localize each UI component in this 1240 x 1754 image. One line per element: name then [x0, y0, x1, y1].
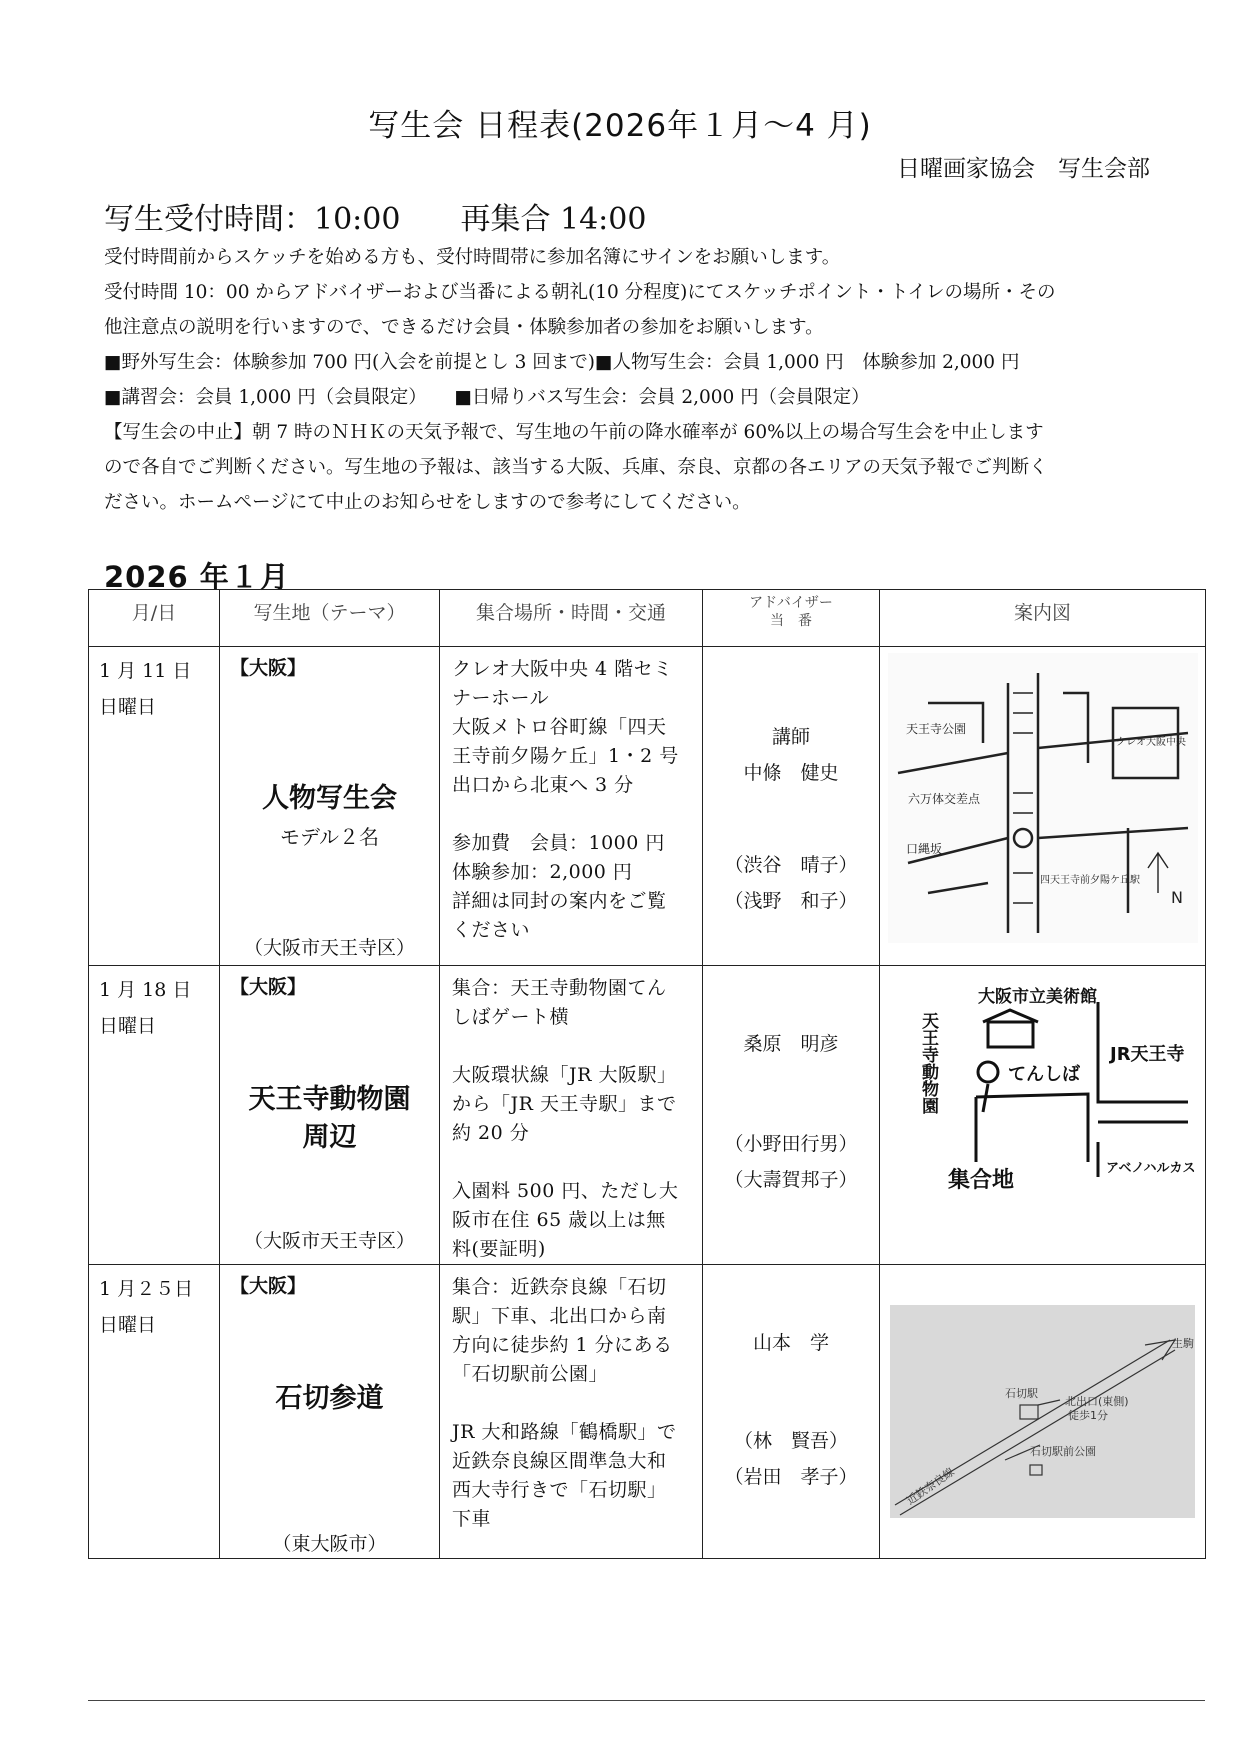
weekday: 日曜日 — [99, 696, 157, 718]
info-line: 体験参加：2,000 円 — [452, 861, 633, 883]
theme-title-line2: 周辺 — [302, 1122, 357, 1153]
info-line: 詳細は同封の案内をご覧 — [452, 890, 667, 912]
cancel-note-line: ので各自でご判断ください。写生地の予報は、該当する大阪、兵庫、奈良、京都の各エリアの天気予報でご判断く — [104, 457, 1048, 478]
month-heading: 2026 年１月 — [104, 560, 290, 594]
map-label: てんしば — [1008, 1064, 1080, 1085]
theme-title: 天王寺動物園 — [248, 1084, 411, 1115]
theme-title: 石切参道 — [275, 1383, 384, 1414]
advisor-name: 中條 健史 — [743, 762, 839, 784]
map-label: 石切駅前公園 — [1030, 1445, 1096, 1458]
map-label: 天王寺動物園 — [918, 1012, 938, 1114]
info-line: ナーホール — [452, 687, 550, 709]
meeting-cell — [440, 647, 703, 966]
map-label: クレオ大阪中央 — [1116, 737, 1186, 748]
duty-name: （渋谷 晴子） — [724, 854, 858, 876]
date-cell — [89, 966, 220, 1265]
advisor-role: 講師 — [771, 726, 810, 748]
table-row — [89, 647, 1206, 966]
date: 1 月 11 日 — [99, 660, 192, 682]
weekday: 日曜日 — [99, 1015, 157, 1037]
map-label: 天王寺公園 — [906, 722, 967, 736]
info-line: ください — [452, 919, 531, 941]
date-cell — [89, 1265, 220, 1559]
map-label: 大阪市立美術館 — [978, 987, 1097, 1007]
info-spacer — [452, 1148, 694, 1177]
map-cell — [880, 966, 1206, 1265]
time-summary — [104, 194, 646, 238]
header-duty-label: 当 番 — [770, 613, 812, 629]
duty-name: （小野田行男） — [724, 1133, 858, 1155]
map-label: 四天王寺前夕陽ケ丘駅 — [1040, 875, 1140, 886]
info-line: 集合：近鉄奈良線「石切 — [452, 1276, 667, 1298]
region-label: 【大阪】 — [230, 657, 307, 679]
map-label: 近鉄奈良線 — [904, 1465, 957, 1508]
footer-divider — [88, 1700, 1205, 1701]
table-row — [89, 1265, 1206, 1559]
header-date: 月/日 — [89, 590, 220, 647]
info-line: 駅」下車、北出口から南 — [452, 1305, 667, 1327]
place-cell — [220, 647, 440, 966]
note-line: 受付時間 10：00 からアドバイザーおよび当番による朝礼(10 分程度)にてスケッチポイント・トイレの場所・その — [104, 282, 1056, 303]
meeting-cell — [440, 1265, 703, 1559]
map-sketch-creo-osaka — [888, 653, 1198, 943]
meeting-cell — [440, 966, 703, 1265]
document-title: 写生会 日程表(2026年１月～4 月) — [368, 108, 872, 144]
info-line: 出口から北東へ 3 分 — [452, 774, 634, 796]
header-advisor-label: アドバイザー — [749, 595, 833, 611]
advisor-cell — [703, 966, 880, 1265]
map-sketch-ishikiri — [890, 1305, 1195, 1518]
duty-name: （岩田 孝子） — [724, 1466, 858, 1488]
theme-title: 人物写生会 — [262, 783, 397, 814]
weekday: 日曜日 — [99, 1314, 157, 1336]
map-label: アベノハルカス — [1106, 1161, 1196, 1176]
cancel-note-line: 【写生会の中止】朝 7 時のＮＨＫの天気予報で、写生地の午前の降水確率が 60%以上の場合写生会を中止します — [104, 422, 1044, 443]
info-line: から「JR 天王寺駅」まで — [452, 1093, 677, 1115]
header-map: 案内図 — [880, 590, 1206, 647]
note-line: 受付時間前からスケッチを始める方も、受付時間帯に参加名簿にサインをお願いします。 — [104, 247, 841, 268]
info-line: 阪市在住 65 歳以上は無 — [452, 1209, 666, 1231]
map-label: 六万体交差点 — [908, 792, 981, 806]
table-header-row — [89, 590, 1206, 647]
info-spacer — [452, 800, 694, 829]
info-line: 集合：天王寺動物園てん — [452, 977, 667, 999]
map-label: 徒歩1分 — [1068, 1409, 1108, 1422]
info-line: 「石切駅前公園」 — [452, 1363, 609, 1385]
advisor-name: 山本 学 — [752, 1332, 829, 1354]
date: 1 月 18 日 — [99, 979, 192, 1001]
map-label: JR天王寺 — [1110, 1044, 1185, 1065]
duty-name: （浅野 和子） — [724, 890, 858, 912]
reception-time: 写生受付時間：10:00 — [104, 202, 401, 237]
info-line: JR 大和路線「鶴橋駅」で — [452, 1421, 677, 1443]
info-line: 約 20 分 — [452, 1122, 530, 1144]
fee-line: ■野外写生会：体験参加 700 円(入会を前提とし 3 回まで)■人物写生会：会員 1,000 円 体験参加 2,000 円 — [104, 352, 1020, 373]
info-line: 王寺前夕陽ケ丘」1・2 号 — [452, 745, 679, 767]
schedule-table — [88, 589, 1206, 1559]
info-line: 西大寺行きで「石切駅」 — [452, 1479, 667, 1501]
info-line: 大阪メトロ谷町線「四天 — [452, 716, 667, 738]
duty-name: （大壽賀邦子） — [724, 1169, 858, 1191]
header-meeting: 集合場所・時間・交通 — [440, 590, 703, 647]
info-spacer — [452, 1389, 694, 1418]
info-line: 大阪環状線「JR 大阪駅」 — [452, 1064, 677, 1086]
regroup-time: 再集合 14:00 — [460, 202, 647, 237]
info-line: 参加費 会員：1000 円 — [452, 832, 665, 854]
info-line: 料(要証明) — [452, 1238, 546, 1260]
info-line: 方向に徒歩約 1 分にある — [452, 1334, 673, 1356]
info-line: クレオ大阪中央 4 階セミ — [452, 658, 673, 680]
cancel-note-line: ださい。ホームページにて中止のお知らせをしますので参考にしてください。 — [104, 492, 751, 513]
map-label: 生駒 — [1172, 1337, 1194, 1350]
region-label: 【大阪】 — [230, 976, 307, 998]
date: 1 月２５日 — [99, 1278, 194, 1300]
fee-line: ■講習会：会員 1,000 円（会員限定） ■日帰りバス写生会：会員 2,000 円（会員限定） — [104, 387, 870, 408]
table-row — [89, 966, 1206, 1265]
place-cell — [220, 966, 440, 1265]
info-line: 下車 — [452, 1508, 492, 1530]
info-spacer — [452, 1032, 694, 1061]
organization-name: 日曜画家協会 写生会部 — [897, 156, 1150, 182]
location-label: （東大阪市） — [272, 1533, 387, 1555]
advisor-cell — [703, 647, 880, 966]
header-place: 写生地（テーマ） — [220, 590, 440, 647]
info-line: 入園料 500 円、ただし大 — [452, 1180, 679, 1202]
advisor-cell — [703, 1265, 880, 1559]
region-label: 【大阪】 — [230, 1275, 307, 1297]
note-line: 他注意点の説明を行いますので、できるだけ会員・体験参加者の参加をお願いします。 — [104, 317, 824, 338]
info-line: 近鉄奈良線区間準急大和 — [452, 1450, 667, 1472]
map-sketch-tennoji-zoo — [888, 972, 1198, 1242]
theme-subtitle: モデル２名 — [280, 825, 379, 849]
info-line: しばゲート横 — [452, 1006, 570, 1028]
advisor-name: 桑原 明彦 — [743, 1033, 839, 1055]
north-label: N — [1171, 888, 1183, 907]
map-cell — [880, 647, 1206, 966]
map-label: 北出口(東側) — [1065, 1395, 1129, 1408]
duty-name: （林 賢吾） — [733, 1430, 848, 1452]
map-label: 集合地 — [948, 1168, 1015, 1193]
location-label: （大阪市天王寺区） — [243, 937, 415, 959]
header-advisor — [703, 590, 880, 647]
map-label: 石切駅 — [1005, 1387, 1038, 1400]
map-cell — [880, 1265, 1206, 1559]
place-cell — [220, 1265, 440, 1559]
map-label: 口縄坂 — [906, 842, 943, 856]
date-cell — [89, 647, 220, 966]
location-label: （大阪市天王寺区） — [243, 1230, 415, 1252]
